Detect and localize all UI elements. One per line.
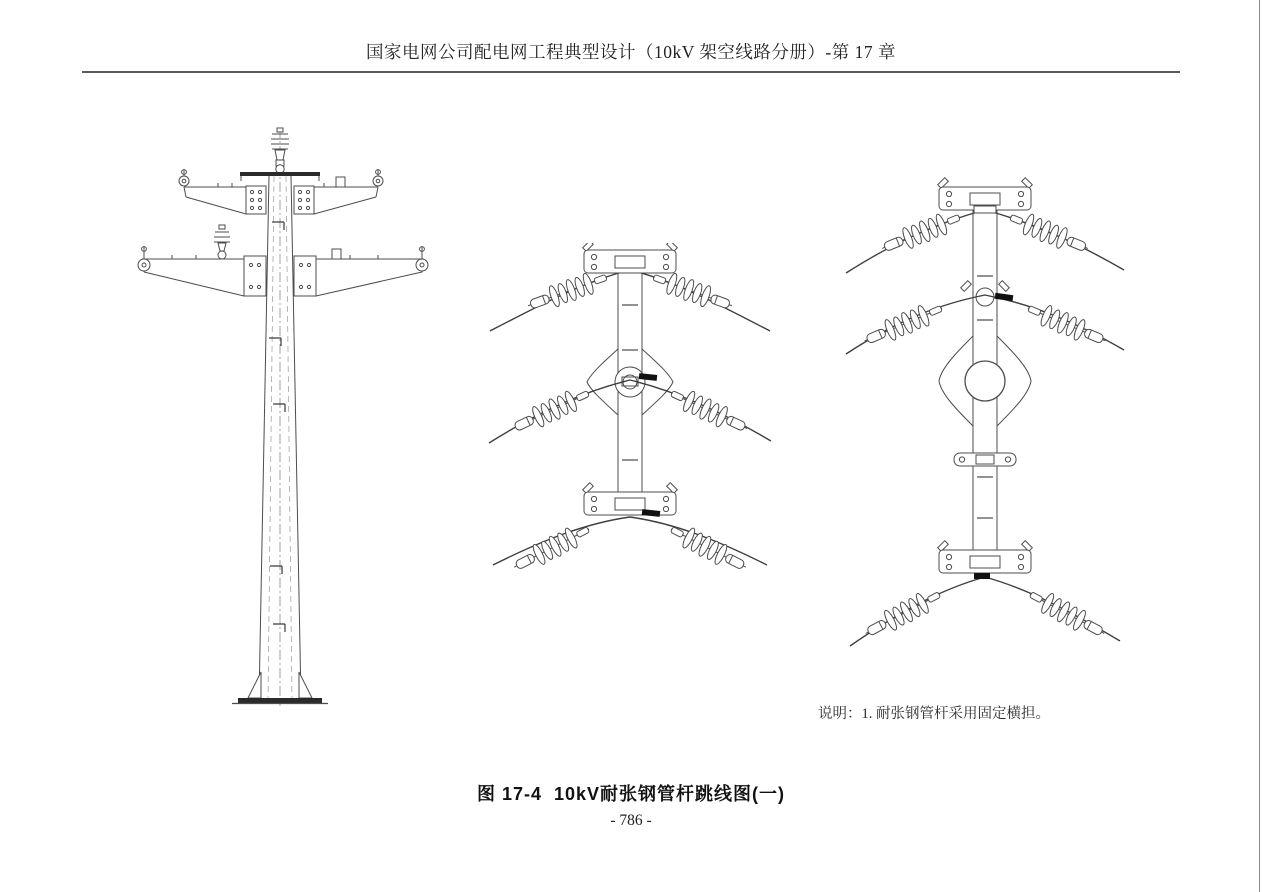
page-number: - 786 -	[610, 812, 652, 829]
figure-caption: 图 17-4 10kV耐张钢管杆跳线图(一)	[476, 784, 786, 804]
jumper-diagram-view1	[485, 243, 785, 578]
tension-insulator-string-icon	[860, 298, 946, 351]
splice-sleeve-icon	[974, 573, 990, 579]
note-text: 说明：1. 耐张钢管杆采用固定横担。	[818, 706, 1050, 722]
tension-insulator-string-icon	[1024, 298, 1110, 351]
pole-shaft	[259, 128, 301, 706]
tension-insulator-string-icon	[878, 207, 964, 259]
pole-gusset-wing	[587, 349, 618, 415]
pin-insulator-icon	[214, 225, 230, 259]
crossarm-bracket-icon	[938, 178, 1033, 210]
page-header-title: 国家电网公司配电网工程典型设计（10kV 架空线路分册）-第 17 章	[365, 42, 897, 62]
pole-cross-section	[965, 361, 1005, 401]
jumper-diagram-view2	[840, 176, 1140, 656]
tension-insulator-string-icon	[666, 383, 751, 438]
header-rule	[82, 71, 1180, 73]
jumper-phase-bottom	[850, 541, 1120, 646]
tension-insulator-string-icon	[508, 383, 593, 438]
jumper-wire	[850, 577, 1120, 646]
tension-insulator-string-icon	[649, 267, 735, 316]
tension-insulator-string-icon	[1025, 584, 1109, 643]
pole-elevation-drawing	[128, 126, 438, 718]
tension-insulator-string-icon	[524, 267, 610, 316]
jumper-clamp	[974, 206, 996, 213]
bolt-clamp-icon	[961, 281, 972, 292]
crossarm-bracket-icon	[583, 243, 678, 273]
page-edge-line	[1259, 0, 1261, 892]
pole-gusset-wing	[642, 349, 673, 415]
jumper-phase-bottom	[493, 483, 767, 577]
suspension-fitting-icon	[373, 170, 383, 186]
tension-insulator-string-icon	[861, 584, 945, 643]
bolt-clamp-icon	[999, 281, 1010, 292]
clamp-bracket	[954, 453, 1016, 466]
tension-insulator-string-icon	[1006, 207, 1092, 259]
pole-cross-section	[615, 367, 645, 397]
suspension-fitting-icon	[179, 170, 189, 186]
